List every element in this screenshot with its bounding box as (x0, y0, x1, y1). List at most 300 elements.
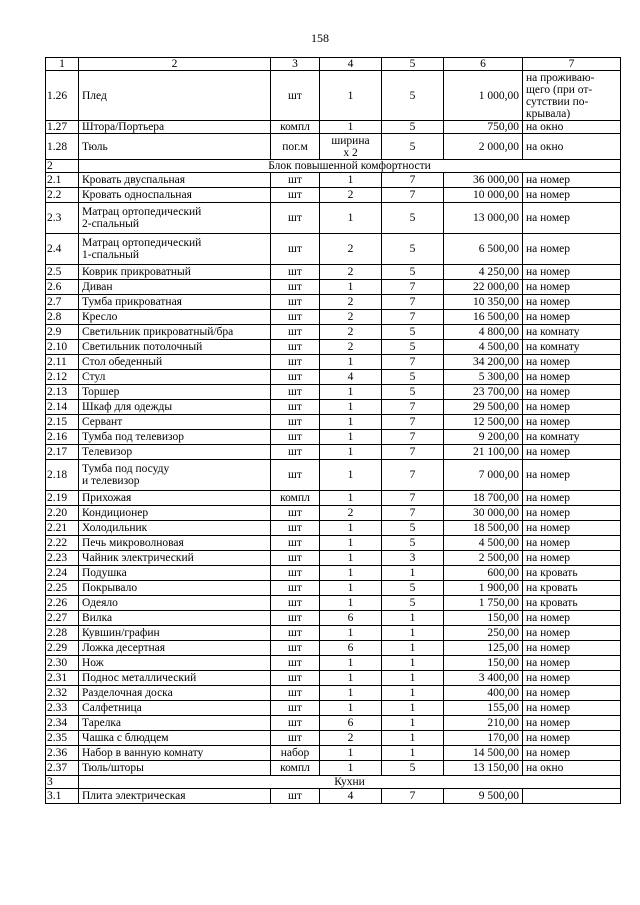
item-number-cell: 2.32 (46, 686, 79, 701)
item-name-cell: Шкаф для одежды (79, 400, 271, 415)
unit-cell: шт (271, 340, 320, 355)
quantity-cell: 1 (320, 656, 382, 671)
unit-cell: компл (271, 761, 320, 776)
quantity-cell: 1 (320, 400, 382, 415)
unit-cell: набор (271, 746, 320, 761)
item-name-cell: Тюль/шторы (79, 761, 271, 776)
service-life-cell: 1 (382, 626, 444, 641)
item-name-cell: Светильник потолочный (79, 340, 271, 355)
section-row (46, 776, 621, 789)
norm-cell: на номер (523, 671, 621, 686)
item-name-cell: Кровать двуспальная (79, 173, 271, 188)
price-cell: 3 400,00 (444, 671, 523, 686)
unit-cell: шт (271, 385, 320, 400)
quantity-cell: 2 (320, 188, 382, 203)
item-number-cell: 1.26 (46, 71, 79, 121)
item-name-cell: Плита электрическая (79, 789, 271, 804)
price-cell: 22 000,00 (444, 280, 523, 295)
norm-cell: на номер (523, 731, 621, 746)
unit-cell: шт (271, 355, 320, 370)
column-header: 3 (271, 58, 320, 71)
quantity-cell: 1 (320, 491, 382, 506)
item-number-cell: 2.34 (46, 716, 79, 731)
item-name-cell: Тумба под телевизор (79, 430, 271, 445)
item-number-cell: 2.12 (46, 370, 79, 385)
item-name-cell: Тарелка (79, 716, 271, 731)
unit-cell: шт (271, 611, 320, 626)
norm-cell: на номер (523, 536, 621, 551)
service-life-cell: 1 (382, 686, 444, 701)
quantity-cell: 1 (320, 71, 382, 121)
norm-cell: на номер (523, 234, 621, 265)
table-row (46, 656, 621, 671)
section-title: Кухни (79, 776, 621, 789)
norm-cell: на номер (523, 203, 621, 234)
item-number-cell: 2.16 (46, 430, 79, 445)
table-row (46, 716, 621, 731)
table-row (46, 581, 621, 596)
unit-cell: шт (271, 731, 320, 746)
item-number-cell: 2.24 (46, 566, 79, 581)
item-name-cell: Тумба прикроватная (79, 295, 271, 310)
quantity-cell: 1 (320, 460, 382, 491)
item-name-cell: Кресло (79, 310, 271, 325)
quantity-cell: 2 (320, 234, 382, 265)
norm-cell: на номер (523, 491, 621, 506)
price-cell: 36 000,00 (444, 173, 523, 188)
norm-cell: на номер (523, 445, 621, 460)
quantity-cell: 6 (320, 641, 382, 656)
table-row (46, 641, 621, 656)
price-cell: 150,00 (444, 611, 523, 626)
norm-cell: на номер (523, 611, 621, 626)
item-name-cell: Сервант (79, 415, 271, 430)
service-life-cell: 5 (382, 325, 444, 340)
quantity-cell: 1 (320, 430, 382, 445)
item-number-cell: 2.23 (46, 551, 79, 566)
quantity-cell: ширина х 2 (320, 134, 382, 160)
price-cell: 12 500,00 (444, 415, 523, 430)
table-row (46, 746, 621, 761)
service-life-cell: 7 (382, 400, 444, 415)
item-name-cell: Стул (79, 370, 271, 385)
table-row (46, 355, 621, 370)
service-life-cell: 5 (382, 265, 444, 280)
item-name-cell: Кровать односпальная (79, 188, 271, 203)
price-table (45, 57, 621, 804)
price-cell: 4 800,00 (444, 325, 523, 340)
norm-cell: на комнату (523, 325, 621, 340)
table-row (46, 491, 621, 506)
table-row (46, 701, 621, 716)
table-row (46, 611, 621, 626)
quantity-cell: 2 (320, 310, 382, 325)
norm-cell: на окно (523, 121, 621, 134)
quantity-cell: 1 (320, 701, 382, 716)
price-cell: 30 000,00 (444, 506, 523, 521)
service-life-cell: 1 (382, 731, 444, 746)
norm-cell: на номер (523, 295, 621, 310)
unit-cell: шт (271, 506, 320, 521)
table-row (46, 370, 621, 385)
column-header: 7 (523, 58, 621, 71)
table-row (46, 596, 621, 611)
norm-cell: на номер (523, 686, 621, 701)
item-name-cell: Тюль (79, 134, 271, 160)
price-cell: 10 000,00 (444, 188, 523, 203)
price-cell: 1 750,00 (444, 596, 523, 611)
unit-cell: шт (271, 234, 320, 265)
price-cell: 9 500,00 (444, 789, 523, 804)
table-row (46, 400, 621, 415)
column-header: 6 (444, 58, 523, 71)
service-life-cell: 7 (382, 310, 444, 325)
quantity-cell: 2 (320, 731, 382, 746)
column-header: 4 (320, 58, 382, 71)
norm-cell: на номер (523, 188, 621, 203)
table-row (46, 121, 621, 134)
item-number-cell: 2.8 (46, 310, 79, 325)
service-life-cell: 1 (382, 716, 444, 731)
unit-cell: шт (271, 671, 320, 686)
unit-cell: шт (271, 203, 320, 234)
table-row (46, 445, 621, 460)
service-life-cell: 5 (382, 596, 444, 611)
price-cell: 250,00 (444, 626, 523, 641)
unit-cell: пог.м (271, 134, 320, 160)
price-cell: 4 250,00 (444, 265, 523, 280)
item-number-cell: 2.4 (46, 234, 79, 265)
norm-cell: на кровать (523, 596, 621, 611)
column-header: 5 (382, 58, 444, 71)
service-life-cell: 1 (382, 746, 444, 761)
service-life-cell: 7 (382, 491, 444, 506)
price-cell: 750,00 (444, 121, 523, 134)
quantity-cell: 1 (320, 581, 382, 596)
quantity-cell: 1 (320, 280, 382, 295)
table-row (46, 415, 621, 430)
price-cell: 1 900,00 (444, 581, 523, 596)
unit-cell: компл (271, 491, 320, 506)
table-row (46, 280, 621, 295)
service-life-cell: 5 (382, 203, 444, 234)
unit-cell: шт (271, 71, 320, 121)
price-cell: 150,00 (444, 656, 523, 671)
norm-cell: на комнату (523, 430, 621, 445)
unit-cell: шт (271, 716, 320, 731)
unit-cell: шт (271, 656, 320, 671)
service-life-cell: 5 (382, 521, 444, 536)
item-number-cell: 2.33 (46, 701, 79, 716)
table-row (46, 536, 621, 551)
table-row (46, 671, 621, 686)
item-number-cell: 1.28 (46, 134, 79, 160)
quantity-cell: 2 (320, 295, 382, 310)
price-cell: 155,00 (444, 701, 523, 716)
norm-cell (523, 789, 621, 804)
unit-cell: шт (271, 188, 320, 203)
unit-cell: шт (271, 581, 320, 596)
norm-cell: на номер (523, 506, 621, 521)
price-cell: 21 100,00 (444, 445, 523, 460)
price-cell: 14 500,00 (444, 746, 523, 761)
quantity-cell: 2 (320, 325, 382, 340)
price-cell: 2 000,00 (444, 134, 523, 160)
quantity-cell: 1 (320, 521, 382, 536)
unit-cell: шт (271, 626, 320, 641)
item-number-cell: 2.3 (46, 203, 79, 234)
price-cell: 4 500,00 (444, 536, 523, 551)
unit-cell: шт (271, 310, 320, 325)
table-row (46, 626, 621, 641)
price-cell: 16 500,00 (444, 310, 523, 325)
item-number-cell: 2.26 (46, 596, 79, 611)
item-name-cell: Кондиционер (79, 506, 271, 521)
item-number-cell: 2.19 (46, 491, 79, 506)
table-row (46, 234, 621, 265)
service-life-cell: 7 (382, 445, 444, 460)
service-life-cell: 5 (382, 340, 444, 355)
quantity-cell: 6 (320, 716, 382, 731)
quantity-cell: 1 (320, 671, 382, 686)
table-row (46, 310, 621, 325)
item-name-cell: Коврик прикроватный (79, 265, 271, 280)
price-cell: 23 700,00 (444, 385, 523, 400)
item-name-cell: Поднос металлический (79, 671, 271, 686)
unit-cell: шт (271, 566, 320, 581)
item-number-cell: 2.36 (46, 746, 79, 761)
quantity-cell: 4 (320, 370, 382, 385)
norm-cell: на номер (523, 355, 621, 370)
norm-cell: на номер (523, 521, 621, 536)
service-life-cell: 7 (382, 355, 444, 370)
item-name-cell: Тумба под посуду и телевизор (79, 460, 271, 491)
item-name-cell: Подушка (79, 566, 271, 581)
price-cell: 170,00 (444, 731, 523, 746)
table-row (46, 686, 621, 701)
quantity-cell: 1 (320, 121, 382, 134)
price-cell: 1 000,00 (444, 71, 523, 121)
table-row (46, 340, 621, 355)
quantity-cell: 1 (320, 686, 382, 701)
item-name-cell: Ложка десертная (79, 641, 271, 656)
quantity-cell: 1 (320, 746, 382, 761)
item-name-cell: Холодильник (79, 521, 271, 536)
unit-cell: шт (271, 521, 320, 536)
price-cell: 6 500,00 (444, 234, 523, 265)
service-life-cell: 5 (382, 370, 444, 385)
unit-cell: шт (271, 415, 320, 430)
norm-cell: на номер (523, 716, 621, 731)
price-cell: 34 200,00 (444, 355, 523, 370)
norm-cell: на окно (523, 761, 621, 776)
quantity-cell: 2 (320, 506, 382, 521)
item-number-cell: 1.27 (46, 121, 79, 134)
quantity-cell: 1 (320, 203, 382, 234)
item-number-cell: 2.22 (46, 536, 79, 551)
unit-cell: шт (271, 536, 320, 551)
price-cell: 7 000,00 (444, 460, 523, 491)
unit-cell: шт (271, 265, 320, 280)
quantity-cell: 1 (320, 415, 382, 430)
column-header: 1 (46, 58, 79, 71)
service-life-cell: 7 (382, 789, 444, 804)
unit-cell: шт (271, 295, 320, 310)
price-cell: 125,00 (444, 641, 523, 656)
norm-cell: на кровать (523, 566, 621, 581)
price-cell: 10 350,00 (444, 295, 523, 310)
price-cell: 9 200,00 (444, 430, 523, 445)
table-row (46, 295, 621, 310)
table-row (46, 134, 621, 160)
item-number-cell: 2.10 (46, 340, 79, 355)
table-row (46, 203, 621, 234)
item-name-cell: Разделочная доска (79, 686, 271, 701)
item-number-cell: 2.31 (46, 671, 79, 686)
table-row (46, 325, 621, 340)
norm-cell: на номер (523, 370, 621, 385)
table-row (46, 173, 621, 188)
norm-cell: на номер (523, 173, 621, 188)
unit-cell: шт (271, 445, 320, 460)
service-life-cell: 7 (382, 188, 444, 203)
item-name-cell: Салфетница (79, 701, 271, 716)
unit-cell: шт (271, 460, 320, 491)
quantity-cell: 1 (320, 566, 382, 581)
unit-cell: шт (271, 280, 320, 295)
norm-cell: на проживаю- щего (при от- сутствии по- крывала) (523, 71, 621, 121)
item-name-cell: Печь микроволновая (79, 536, 271, 551)
service-life-cell: 5 (382, 761, 444, 776)
item-number-cell: 2.6 (46, 280, 79, 295)
item-number-cell: 2.28 (46, 626, 79, 641)
quantity-cell: 1 (320, 385, 382, 400)
service-life-cell: 7 (382, 295, 444, 310)
item-name-cell: Штора/Портьера (79, 121, 271, 134)
item-name-cell: Матрац ортопедический 1-спальный (79, 234, 271, 265)
norm-cell: на номер (523, 400, 621, 415)
price-cell: 210,00 (444, 716, 523, 731)
quantity-cell: 2 (320, 340, 382, 355)
item-name-cell: Вилка (79, 611, 271, 626)
item-number-cell: 3.1 (46, 789, 79, 804)
quantity-cell: 1 (320, 626, 382, 641)
table-row (46, 430, 621, 445)
unit-cell: шт (271, 370, 320, 385)
item-name-cell: Торшер (79, 385, 271, 400)
norm-cell: на номер (523, 641, 621, 656)
table-row (46, 731, 621, 746)
item-number-cell: 2.37 (46, 761, 79, 776)
quantity-cell: 1 (320, 445, 382, 460)
service-life-cell: 5 (382, 121, 444, 134)
quantity-cell: 1 (320, 536, 382, 551)
quantity-cell: 2 (320, 265, 382, 280)
item-number-cell: 2.18 (46, 460, 79, 491)
service-life-cell: 7 (382, 415, 444, 430)
item-number-cell: 2.35 (46, 731, 79, 746)
item-name-cell: Одеяло (79, 596, 271, 611)
item-number-cell: 2.1 (46, 173, 79, 188)
service-life-cell: 7 (382, 173, 444, 188)
table-row (46, 789, 621, 804)
item-number-cell: 2.20 (46, 506, 79, 521)
item-number-cell: 2.7 (46, 295, 79, 310)
price-cell: 13 150,00 (444, 761, 523, 776)
norm-cell: на номер (523, 385, 621, 400)
unit-cell: шт (271, 596, 320, 611)
item-name-cell: Плед (79, 71, 271, 121)
price-cell: 4 500,00 (444, 340, 523, 355)
unit-cell: шт (271, 789, 320, 804)
item-name-cell: Кувшин/графин (79, 626, 271, 641)
unit-cell: шт (271, 686, 320, 701)
table-header-row (46, 58, 621, 71)
service-life-cell: 1 (382, 611, 444, 626)
item-name-cell: Нож (79, 656, 271, 671)
price-cell: 2 500,00 (444, 551, 523, 566)
item-number-cell: 2.5 (46, 265, 79, 280)
norm-cell: на номер (523, 415, 621, 430)
quantity-cell: 4 (320, 789, 382, 804)
item-number-cell: 2.13 (46, 385, 79, 400)
item-number-cell: 2.2 (46, 188, 79, 203)
price-cell: 18 500,00 (444, 521, 523, 536)
service-life-cell: 1 (382, 656, 444, 671)
table-row (46, 506, 621, 521)
table-row (46, 761, 621, 776)
item-number-cell: 2.14 (46, 400, 79, 415)
quantity-cell: 1 (320, 596, 382, 611)
quantity-cell: 1 (320, 551, 382, 566)
section-row (46, 160, 621, 173)
section-title: Блок повышенной комфортности (79, 160, 621, 173)
service-life-cell: 5 (382, 581, 444, 596)
norm-cell: на номер (523, 701, 621, 716)
price-cell: 5 300,00 (444, 370, 523, 385)
service-life-cell: 1 (382, 566, 444, 581)
service-life-cell: 5 (382, 71, 444, 121)
price-cell: 400,00 (444, 686, 523, 701)
item-name-cell: Чашка с блюдцем (79, 731, 271, 746)
column-header: 2 (79, 58, 271, 71)
norm-cell: на номер (523, 310, 621, 325)
price-cell: 13 000,00 (444, 203, 523, 234)
quantity-cell: 1 (320, 173, 382, 188)
norm-cell: на номер (523, 265, 621, 280)
norm-cell: на номер (523, 626, 621, 641)
item-name-cell: Телевизор (79, 445, 271, 460)
service-life-cell: 7 (382, 460, 444, 491)
table-row (46, 460, 621, 491)
table-row (46, 265, 621, 280)
price-cell: 18 700,00 (444, 491, 523, 506)
service-life-cell: 5 (382, 536, 444, 551)
norm-cell: на номер (523, 656, 621, 671)
table-row (46, 521, 621, 536)
table-row (46, 188, 621, 203)
quantity-cell: 1 (320, 355, 382, 370)
unit-cell: шт (271, 325, 320, 340)
item-name-cell: Прихожая (79, 491, 271, 506)
norm-cell: на кровать (523, 581, 621, 596)
item-name-cell: Набор в ванную комнату (79, 746, 271, 761)
unit-cell: шт (271, 173, 320, 188)
item-name-cell: Стол обеденный (79, 355, 271, 370)
norm-cell: на номер (523, 551, 621, 566)
price-cell: 600,00 (444, 566, 523, 581)
item-number-cell: 2.30 (46, 656, 79, 671)
